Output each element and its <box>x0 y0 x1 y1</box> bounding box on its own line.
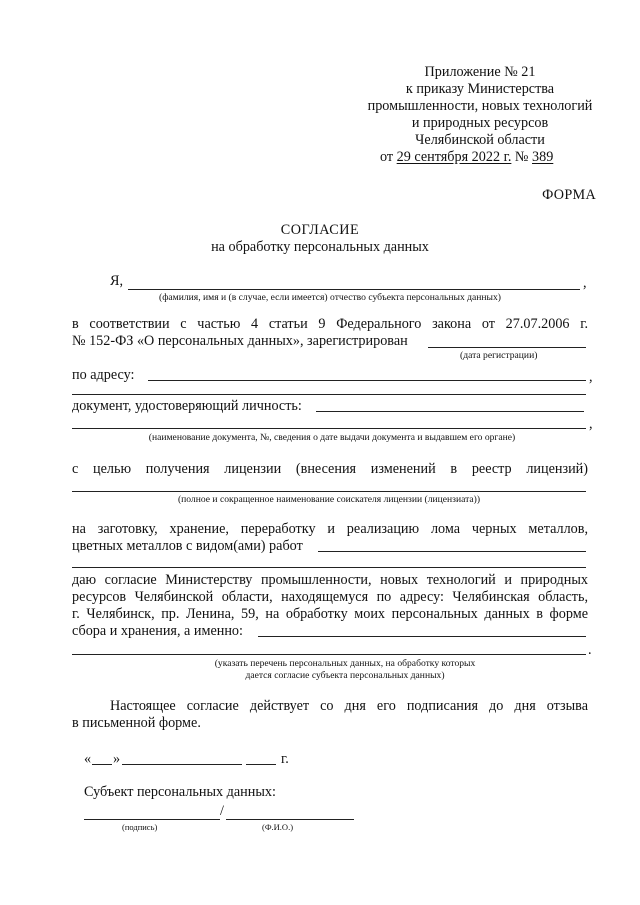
law-line-1: в соответствии с частью 4 статьи 9 Федерального закона от 27.07.2006 г. <box>72 316 588 332</box>
personal-data-list-line[interactable] <box>258 636 586 637</box>
consent-line-4: сбора и хранения, а именно: <box>72 623 243 639</box>
appendix-no-sign: № <box>514 149 529 165</box>
ya-label: Я, <box>110 273 124 289</box>
id-document-hint: (наименование документа, №, сведения о дате выдачи документа и выдавшем его органе) <box>148 432 516 443</box>
fio-field-line[interactable] <box>128 289 580 290</box>
validity-line-1: Настоящее согласие действует со дня его подписания до дня отзыва <box>110 698 588 714</box>
validity-line-2: в письменной форме. <box>72 715 201 731</box>
appendix-order-number: 389 <box>532 149 554 165</box>
id-document-field-line-2[interactable] <box>72 428 586 429</box>
list-hint-1: (указать перечень персональных данных, на обработку которых <box>214 658 476 669</box>
consent-line-3: г. Челябинск, пр. Ленина, 59, на обработку моих персональных данных в форме <box>72 606 588 622</box>
applicant-hint: (полное и сокращенное наименование соискателя лицензии (лицензиата)) <box>177 494 481 505</box>
appendix-number: Приложение № 21 <box>424 64 536 80</box>
id-document-label: документ, удостоверяющий личность: <box>72 398 302 414</box>
signature-name-hint: (Ф.И.О.) <box>262 822 294 832</box>
date-open-quote: « <box>84 751 92 767</box>
list-hint-2: дается согласие субъекта персональных данных) <box>245 670 445 681</box>
law-line-2: № 152-ФЗ «О персональных данных», зарегистрирован <box>72 333 408 349</box>
address-comma: , <box>589 369 593 385</box>
registration-date-hint: (дата регистрации) <box>460 350 538 361</box>
date-month-line[interactable] <box>122 764 242 765</box>
document-subtitle: на обработку персональных данных <box>211 239 429 255</box>
purpose-line: с целью получения лицензии (внесения изменений в реестр лицензий) <box>72 461 588 477</box>
appendix-order: к приказу Министерства <box>405 81 555 97</box>
work-types-field-line[interactable] <box>318 551 586 552</box>
date-close-quote: » <box>113 751 121 767</box>
appendix-ministry-1: промышленности, новых технологий <box>367 98 593 114</box>
appendix-date: 29 сентября 2022 г. <box>396 149 512 165</box>
applicant-field-line[interactable] <box>72 491 586 492</box>
fio-hint: (фамилия, имя и (в случае, если имеется) отчество субъекта персональных данных) <box>159 292 501 303</box>
signature-hint: (подпись) <box>122 822 158 832</box>
signature-label: Субъект персональных данных: <box>84 784 276 800</box>
consent-line-1: даю согласие Министерству промышленности, новых технологий и природных <box>72 572 588 588</box>
scrap-line-2: цветных металлов с видом(ами) работ <box>72 538 303 554</box>
personal-data-list-line-2[interactable] <box>72 654 586 655</box>
date-year-suffix: г. <box>281 751 289 767</box>
list-period: . <box>588 642 592 658</box>
signature-slash: / <box>220 803 224 819</box>
fio-comma: , <box>583 275 587 291</box>
work-types-field-line-2[interactable] <box>72 567 586 568</box>
id-document-field-line[interactable] <box>316 411 584 412</box>
id-document-comma: , <box>589 416 593 432</box>
date-day-line[interactable] <box>92 764 112 765</box>
form-label: ФОРМА <box>542 187 596 203</box>
document-title: СОГЛАСИЕ <box>280 222 360 238</box>
appendix-region: Челябинской области <box>415 132 545 148</box>
signature-line[interactable] <box>84 819 220 820</box>
registration-date-line[interactable] <box>428 347 586 348</box>
appendix-date-prefix: от <box>380 149 394 165</box>
appendix-ministry-2: и природных ресурсов <box>411 115 549 131</box>
address-field-line-2[interactable] <box>72 394 586 395</box>
appendix-date-line <box>380 149 553 166</box>
date-year-line[interactable] <box>246 764 276 765</box>
address-label: по адресу: <box>72 367 135 383</box>
address-field-line[interactable] <box>148 380 586 381</box>
scrap-line-1: на заготовку, хранение, переработку и реализацию лома черных металлов, <box>72 521 588 537</box>
consent-line-2: ресурсов Челябинской области, находящемуся по адресу: Челябинская область, <box>72 589 588 605</box>
signature-name-line[interactable] <box>226 819 354 820</box>
